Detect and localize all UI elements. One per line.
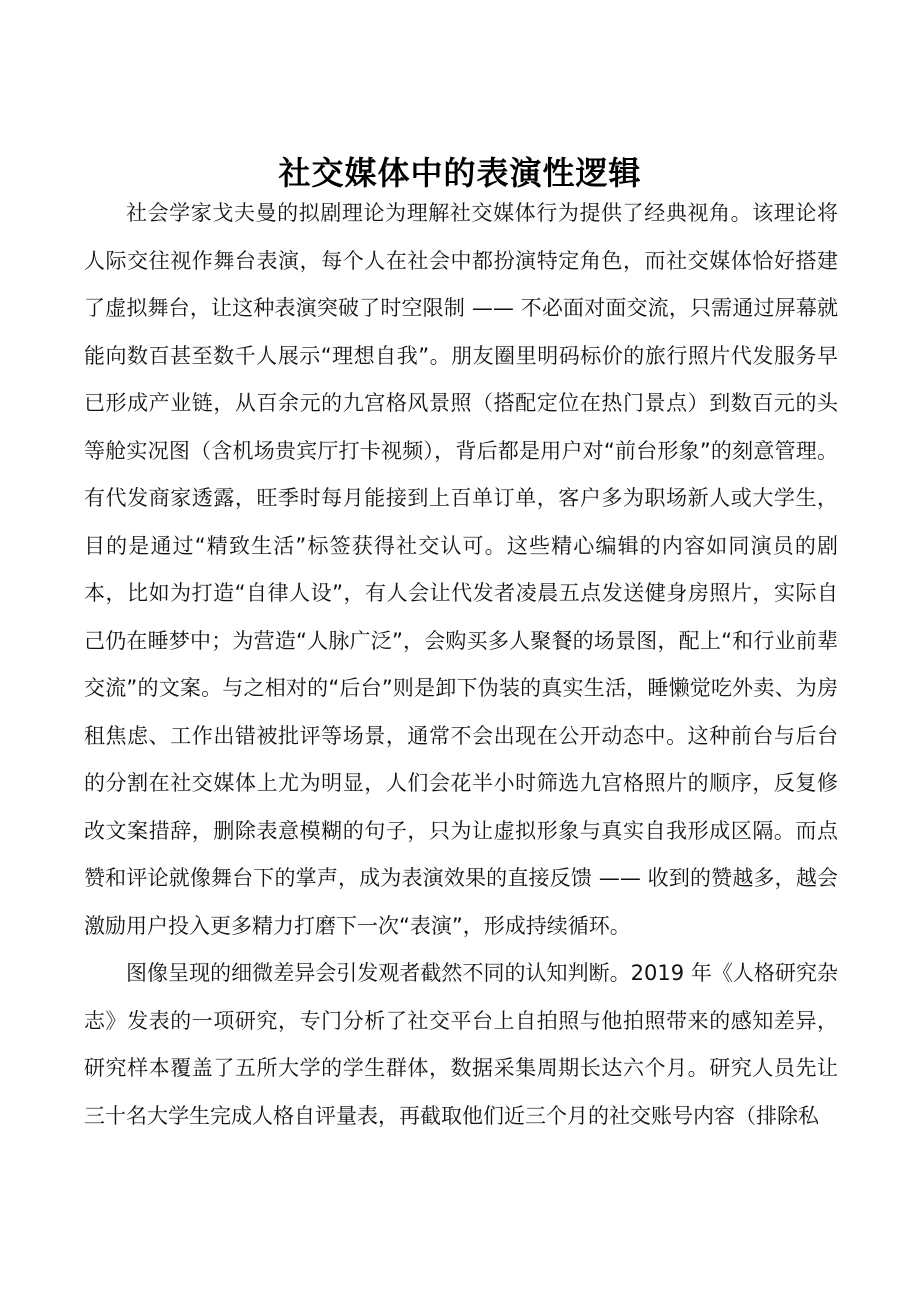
- document-body: [84, 190, 838, 1140]
- body-paragraph-2: 图像呈现的细微差异会引发观者截然不同的认知判断。2019 年《人格研究杂志》发表的一项研究，专门分析了社交平台上自拍照与他拍照带来的感知差异，研究样本覆盖了五所大学的学生群体，数据采集周期长达六个月。研究人员先让三十名大学生完成人格自评量表，再截取他们近三个月的社交账号内容（排除私: [84, 961, 838, 1128]
- document-title: 社交媒体中的表演性逻辑: [278, 154, 642, 193]
- body-paragraph-1: 社会学家戈夫曼的拟剧理论为理解社交媒体行为提供了经典视角。该理论将人际交往视作舞台表演，每个人在社会中都扮演特定角色，而社交媒体恰好搭建了虚拟舞台，让这种表演突破了时空限制 —— 不必面对面交流，只需通过屏幕就能向数百甚至数千人展示“理想自我”。朋友圈里明码标价的旅行照片代发服务早已形成产业链，从百余元的九宫格风景照（搭配定位在热门景点）到数百元的头等舱实况图（含机场贵宾厅打卡视频），背后都是用户对“前台形象”的刻意管理。有代发商家透露，旺季时每月能接到上百单订单，客户多为职场新人或大学生，目的是通过“精致生活”标签获得社交认可。这些精心编辑的内容如同演员的剧本，比如为打造“自律人设”，有人会让代发者凌晨五点发送健身房照片，实际自己仍在睡梦中；为营造“人脉广泛”，会购买多人聚餐的场景图，配上“和行业前辈交流”的文案。与之相对的“后台”则是卸下伪装的真实生活，睡懒觉吃外卖、为房租焦虑、工作出错被批评等场景，通常不会出现在公开动态中。这种前台与后台的分割在社交媒体上尤为明显，人们会花半小时筛选九宫格照片的顺序，反复修改文案措辞，删除表意模糊的句子，只为让虚拟形象与真实自我形成区隔。而点赞和评论就像舞台下的掌声，成为表演效果的直接反馈 —— 收到的赞越多，越会激励用户投入更多精力打磨下一次“表演”，形成持续循环。: [84, 201, 838, 938]
